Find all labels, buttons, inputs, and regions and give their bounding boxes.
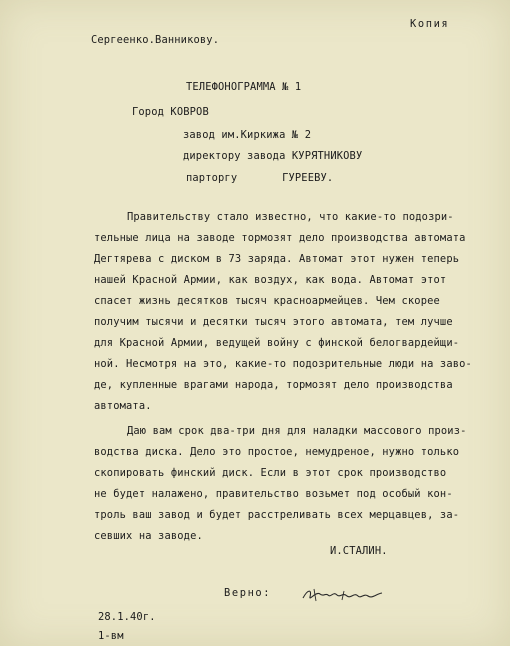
body-line: спасет жизнь десятков тысяч красноармейцев. Чем скорее xyxy=(94,295,440,307)
document-title: ТЕЛЕФОНОГРАММА № 1 xyxy=(186,81,302,93)
body-line: нашей Красной Армии, как воздух, как вода. Автомат этот xyxy=(94,274,447,286)
body-line: автомата. xyxy=(94,400,152,412)
address-partorg: парторгу ГУРЕЕВУ. xyxy=(186,172,334,184)
body-line: Правительству стало известно, что какие-то подозри- xyxy=(127,211,454,223)
body-line: получим тысячи и десятки тысяч этого автомата, тем лучше xyxy=(94,316,453,328)
date: 28.1.40г. xyxy=(98,611,156,623)
copy-mark: Копия xyxy=(410,18,450,30)
address-city: Город КОВРОВ xyxy=(132,106,209,118)
body-line: не будет налажено, правительство возьмет под особый кон- xyxy=(94,488,453,500)
copies-mark: 1-вм xyxy=(98,630,124,642)
body-line: ной. Несмотря на это, какие-то подозрительные люди на заво- xyxy=(94,358,472,370)
body-line: скопировать финский диск. Если в этот срок производство xyxy=(94,467,447,479)
addressee-top: Сергеенко.Ванникову. xyxy=(91,34,220,46)
address-director: директору завода КУРЯТНИКОВУ xyxy=(183,150,363,162)
body-line: де, купленные врагами народа, тормозят дело производства xyxy=(94,379,453,391)
body-line: для Красной Армии, ведущей войну с финской белогвардейщи- xyxy=(94,337,460,349)
body-line: Даю вам срок два-три дня для наладки массового произ- xyxy=(127,425,467,437)
body-line: севших на заводе. xyxy=(94,530,203,542)
body-line: троль ваш завод и будет расстреливать всех мерцавцев, за- xyxy=(94,509,460,521)
body-line: водства диска. Дело это простое, немудреное, нужно только xyxy=(94,446,460,458)
body-line: тельные лица на заводе тормозят дело производства автомата xyxy=(94,232,466,244)
body-line: Дегтярева с диском в 73 заряда. Автомат этот нужен теперь xyxy=(94,253,460,265)
signature: И.СТАЛИН. xyxy=(330,545,388,557)
handwritten-signature xyxy=(300,585,386,605)
address-factory: завод им.Киркижа № 2 xyxy=(183,129,312,141)
verification-label: Верно: xyxy=(224,587,272,599)
